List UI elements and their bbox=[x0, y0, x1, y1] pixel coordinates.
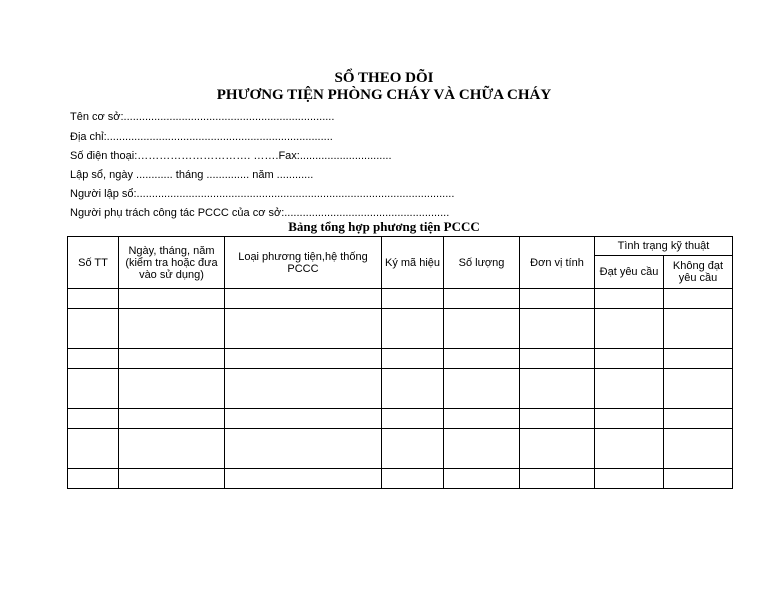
header-tinh-trang-ky-thuat: Tình trạng kỹ thuật bbox=[595, 237, 733, 256]
table-row bbox=[68, 289, 733, 309]
field-so-dien-thoai: Số điện thoại:…………………………. …….Fax:.............................. bbox=[70, 150, 392, 162]
header-ky-ma-hieu: Ký mã hiệu bbox=[382, 237, 444, 289]
table-row bbox=[68, 309, 733, 349]
header-dat-yeu-cau: Đạt yêu cầu bbox=[595, 256, 664, 289]
document-subtitle: PHƯƠNG TIỆN PHÒNG CHÁY VÀ CHỮA CHÁY bbox=[216, 87, 552, 103]
header-don-vi-tinh: Đơn vị tính bbox=[520, 237, 595, 289]
table-caption: Bảng tổng hợp phương tiện PCCC bbox=[288, 219, 480, 234]
field-dia-chi: Địa chỉ:.......................................................................... bbox=[70, 131, 333, 143]
header-ngay-thang-nam: Ngày, tháng, năm (kiểm tra hoặc đưa vào sử dụng) bbox=[119, 237, 225, 289]
field-nguoi-lap-so: Người lập sổ:........................................................................................................ bbox=[70, 188, 455, 200]
table-row bbox=[68, 349, 733, 369]
field-nguoi-phu-trach: Người phụ trách công tác PCCC của cơ sở:...................................................... bbox=[70, 207, 450, 219]
field-ten-co-so: Tên cơ sở:..................................................................... bbox=[70, 111, 335, 123]
equipment-table bbox=[67, 236, 733, 489]
header-so-luong: Số lượng bbox=[444, 237, 520, 289]
header-loai-phuong-tien: Loại phương tiện,hệ thống PCCC bbox=[225, 237, 382, 289]
table-row bbox=[68, 409, 733, 429]
header-khong-dat-yeu-cau: Không đạt yêu cầu bbox=[664, 256, 733, 289]
document-title: SỔ THEO DÕI bbox=[334, 70, 434, 86]
table-row bbox=[68, 429, 733, 469]
header-so-tt: Số TT bbox=[68, 237, 119, 289]
table-row bbox=[68, 369, 733, 409]
table-row bbox=[68, 469, 733, 489]
field-lap-so: Lập sổ, ngày ............ tháng .............. năm ............ bbox=[70, 169, 314, 181]
